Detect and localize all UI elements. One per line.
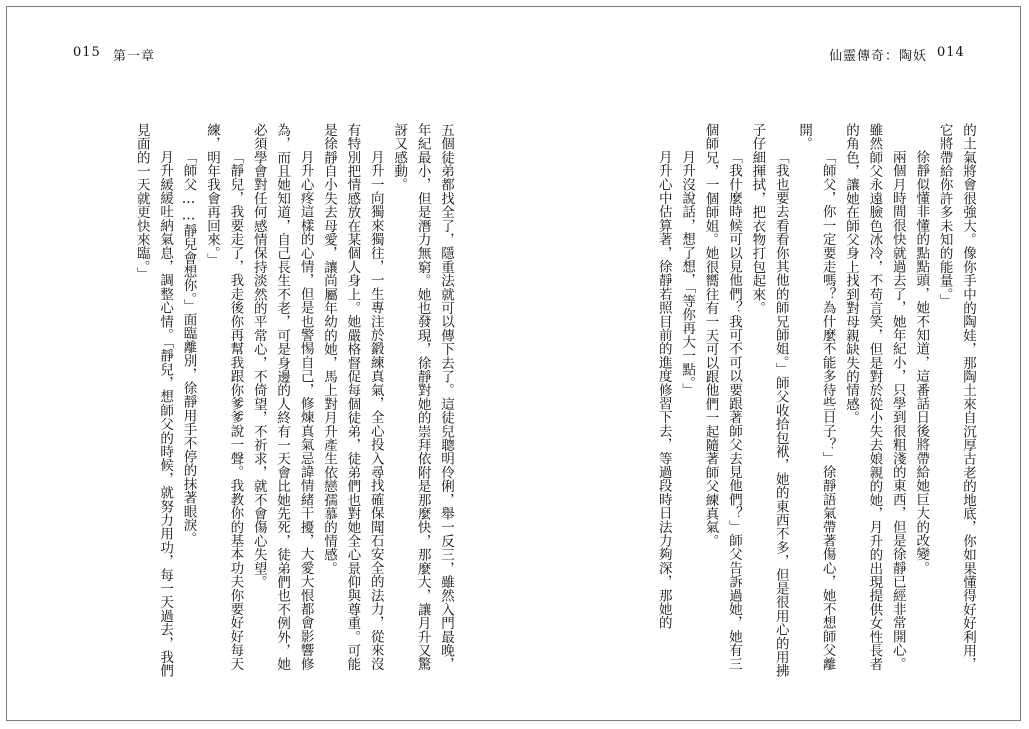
book-spread xyxy=(6,6,1021,721)
right-page-body xyxy=(535,123,979,683)
paragraph: 的土氣將會很強大。像你手中的陶娃，那陶土來自沉厚古老的地底，你如果懂得好好利用，它將帶給你許多未知的能量。」 xyxy=(936,123,976,671)
left-page-body xyxy=(73,123,457,683)
paragraph: 「我什麼時候可以見他們？我可不可以要跟著師父去見他們？」師父告訴過她，她有三個師兄，一個師姐。她很嚮往有一天可以跟他們一起隨著師父練真氣。 xyxy=(702,123,742,671)
paragraph: 月升一向獨來獨往，一生專注於鍛練真氣，全心投入尋找確保聞石安全的法力，從來沒有特別把情感放在某個人身上。她嚴格督促每個徒弟，徒弟們也對她全心景仰與尊重。可能是徐靜自小失去母愛，讓尚屬年幼的她，馬上對月升產生依戀孺慕的情感。 xyxy=(320,123,384,671)
paragraph: 五個徒弟都找全了，隱重法就可以傳下去了。這徒兒聰明伶俐，舉一反三，雖然入門最晚，年紀最小，但是潛力無窮。她也發現，徐靜對她的崇拜依附是那麼快，那麼大，讓月升又驚訝又感動。 xyxy=(391,123,454,671)
paragraph: 「師父……靜兒會想你。」面臨離別，徐靜用手不停的抹著眼淚。 xyxy=(180,150,197,546)
right-book-title: 仙靈傳奇：陶妖 xyxy=(829,49,928,64)
paragraph: 月升沒說話，想了想，「等你再大一點。」 xyxy=(679,150,696,397)
left-page-number: 015 xyxy=(73,45,101,60)
left-chapter-title: 第一章 xyxy=(113,49,156,64)
paragraph: 月升心疼這樣的心情，但是也警惕自己，修煉真氣忌諱情緒干擾，大愛大恨都會影響修為，而且她知道，自己長生不老，可是身邊的人終有一天會比她先死，徒弟們也不例外，她必須學會對任何感情保持淡然的平常心，不倚望，不祈求，就不會傷心失望。 xyxy=(250,123,314,671)
right-page-number: 014 xyxy=(937,45,965,60)
paragraph: 月升心中估算著，徐靜若照目前的進度修習下去，等過段時日法力夠深，那她的 xyxy=(655,150,672,630)
paragraph: 徐靜似懂非懂的點點頭，她不知道，這番話日後將帶給她巨大的改變。 xyxy=(913,150,930,575)
paragraph: 「我也要去看看你其他的師兄師姐。」師父收拾包袱，她的東西不多，但是很用心的用拂子仔細揮拭，把衣物打包起來。 xyxy=(749,123,789,678)
paragraph: 「師父，你一定要走嗎？為什麼不能多待些日子？」徐靜語氣帶著傷心，她不想師父離開。 xyxy=(796,123,836,671)
paragraph: 「靜兒，我要走了，我走後你再幫我跟你爹爹說一聲。我教你的基本功夫你要好好每天練，明年我會再回來。」 xyxy=(203,123,244,671)
paragraph: 月升緩緩吐納氣息，調整心情。「靜兒，想師父的時候，就努力用功，每一天過去，我們見面的一天就更快來臨。」 xyxy=(133,123,174,678)
paragraph: 兩個月時間很快就過去了，她年紀小，只學到很粗淺的東西，但是徐靜已經非常開心。雖然師父永遠臉色冰冷，不苟言笑，但是對於從小失去娘親的她，月升的出現提供女性長者的角色，讓她在師父身上找到對母親缺失的情感。 xyxy=(842,123,906,671)
